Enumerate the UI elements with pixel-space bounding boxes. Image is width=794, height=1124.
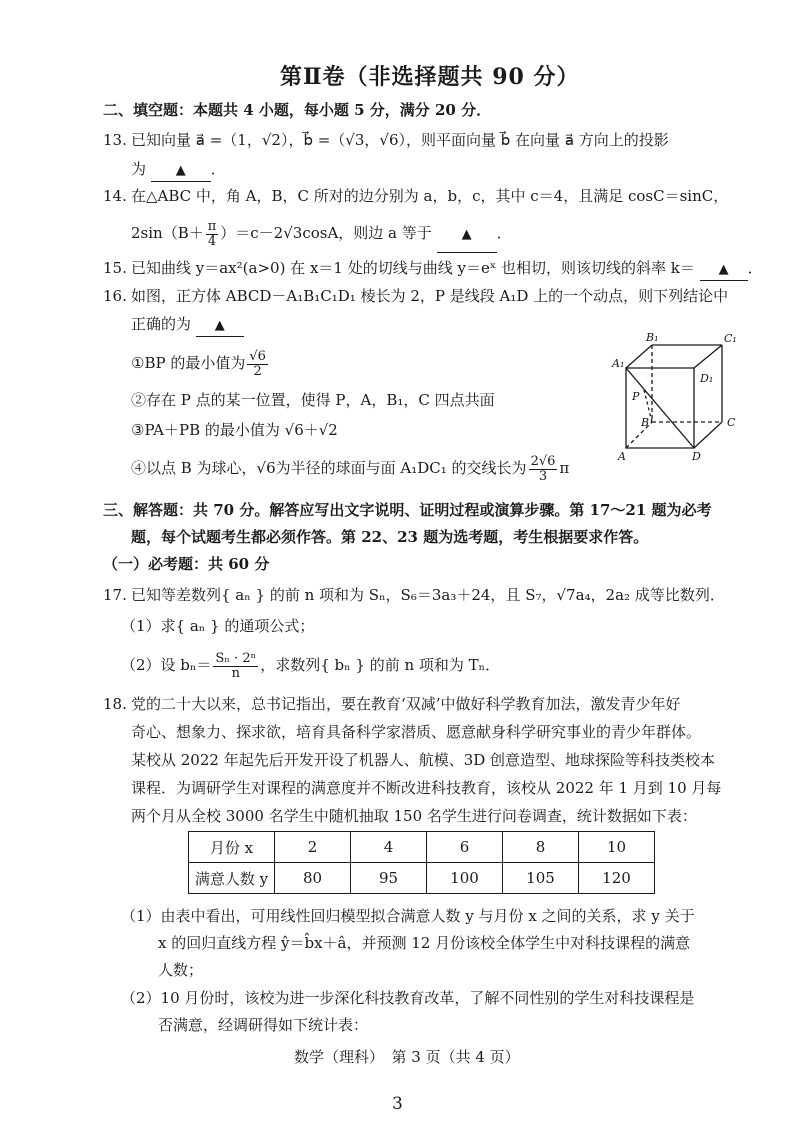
label-c1: C₁	[724, 332, 737, 345]
question-number: 16.	[103, 287, 127, 305]
question-18-line5: 两个月从全校 3000 名学生中随机抽取 150 名学生进行问卷调查，统计数据如下表：	[131, 807, 697, 825]
question-text: 正确的为	[131, 315, 192, 333]
question-15	[103, 258, 763, 281]
fraction-denominator: n	[231, 665, 240, 681]
label-d1: D₁	[700, 372, 714, 385]
fraction-denominator: 3	[538, 468, 548, 484]
option-4	[131, 448, 569, 488]
fraction-numerator: 2√6	[530, 453, 556, 469]
section-heading-fill-in: 二、填空题：本题共 4 小题，每小题 5 分，满分 20 分．	[103, 101, 492, 119]
label-a1: A₁	[612, 357, 625, 370]
question-number: 13.	[103, 131, 127, 149]
option-text: ④以点 B 为球心，√6为半径的球面与面 A₁DC₁ 的交线长为	[131, 459, 527, 477]
question-18-line2: 奇心、想象力、探求欲，培育具备科学家潜质、愿意献身科学研究事业的青少年群体。	[131, 723, 702, 741]
option-2: ②存在 P 点的某一位置，使得 P，A，B₁，C 四点共面	[131, 391, 495, 409]
fraction-denominator: 2	[253, 363, 262, 379]
table-cell: 10	[579, 832, 655, 863]
cube-edge	[626, 345, 652, 368]
table-cell: 80	[275, 863, 351, 894]
question-text: 如图，正方体 ABCD－A₁B₁C₁D₁ 棱长为 2，P 是线段 A₁D 上的一个动点，则下列结论中	[131, 287, 729, 305]
fraction	[206, 220, 219, 249]
question-13-line2	[131, 159, 226, 182]
cube-figure	[608, 330, 748, 462]
table-cell: 105	[503, 863, 579, 894]
question-number: 17.	[103, 586, 127, 604]
fraction-numerator: √6	[249, 348, 266, 364]
option-text: ①BP 的最小值为	[131, 354, 246, 372]
question-18	[103, 694, 681, 714]
label-c: C	[727, 416, 736, 429]
page-footer: 数学（理科） 第 3 页（共 4 页）	[294, 1048, 520, 1066]
question-17-part1: （1）求{ aₙ } 的通项公式；	[121, 617, 315, 635]
fraction	[529, 455, 558, 484]
question-number: 18.	[103, 695, 127, 713]
question-18-part2-line2: 否满意，经调研得如下统计表：	[158, 1016, 369, 1034]
option-text: π	[559, 459, 570, 477]
label-b: B	[641, 416, 650, 429]
label-b1: B₁	[646, 331, 659, 344]
question-16-line2	[131, 314, 244, 337]
question-text: 在△ABC 中，角 A，B，C 所对的边分别为 a，b，c，其中 c＝4，且满足 cosC＝sinC，	[131, 187, 729, 205]
answer-blank[interactable]: ▲	[196, 316, 244, 337]
question-14-line2	[131, 216, 512, 253]
question-text: ．	[210, 160, 226, 178]
fraction-numerator: Sₙ · 2ⁿ	[215, 650, 257, 666]
label-a: A	[618, 450, 626, 462]
question-18-part1-line2: x 的回归直线方程 ŷ＝b̂x＋â，并预测 12 月份该校全体学生中对科技课程的满意	[158, 934, 691, 952]
table-cell: 95	[351, 863, 427, 894]
segment-a1-d	[626, 368, 694, 448]
question-text: 为	[131, 160, 147, 178]
page-title: 第Ⅱ卷（非选择题共 90 分）	[280, 64, 580, 90]
question-number: 15.	[103, 259, 127, 277]
table-cell: 4	[351, 832, 427, 863]
question-text: ，求数列{ bₙ } 的前 n 项和为 Tₙ．	[260, 656, 501, 674]
fraction	[247, 350, 268, 379]
question-text: ．	[496, 224, 512, 242]
question-18-part1: （1）由表中看出，可用线性回归模型拟合满意人数 y 与月份 x 之间的关系，求 y 关于	[121, 907, 695, 925]
cube-edge	[694, 422, 722, 448]
question-number: 14.	[103, 187, 127, 205]
question-text: 已知等差数列{ aₙ } 的前 n 项和为 Sₙ，S₆＝3a₃＋24，且 S₇，√7a₄，2a₂ 成等比数列．	[131, 586, 725, 604]
table-row-header: 满意人数 y	[189, 863, 275, 894]
table-cell: 6	[427, 832, 503, 863]
question-text: 党的二十大以来，总书记指出，要在教育‘双减’中做好科学教育加法，激发青少年好	[131, 695, 681, 713]
label-p: P	[632, 390, 640, 403]
question-17	[103, 585, 725, 605]
question-18-line3: 某校从 2022 年起先后开发开设了机器人、航模、3D 创意造型、地球探险等科技类校本	[131, 751, 716, 769]
question-text: （2）设 bₙ＝	[121, 656, 212, 674]
fraction-denominator: 4	[207, 233, 217, 249]
label-d: D	[692, 450, 701, 462]
question-16	[103, 286, 728, 306]
section-subheading-required: （一）必考题：共 60 分	[103, 555, 270, 573]
answer-blank[interactable]: ▲	[700, 260, 748, 281]
table-row	[189, 863, 655, 894]
answer-blank[interactable]: ▲	[437, 218, 497, 253]
question-18-line4: 课程．为调研学生对课程的满意度并不断改进科技教育，该校从 2022 年 1 月到 10 月每	[131, 779, 722, 797]
table-row	[189, 832, 655, 863]
table-cell: 120	[579, 863, 655, 894]
cube-edge	[694, 345, 722, 368]
question-text: ）＝c－2√3cosA，则边 a 等于	[220, 224, 432, 242]
page-number: 3	[392, 1094, 403, 1114]
section-heading-solve: 三、解答题：共 70 分。解答应写出文字说明、证明过程或演算步骤。第 17～21 题为必考	[103, 501, 712, 519]
question-text: 2sin（B＋	[131, 224, 204, 242]
question-17-part2	[121, 645, 500, 685]
table-cell: 8	[503, 832, 579, 863]
fraction	[213, 652, 258, 681]
section-heading-solve-line2: 题，每个试题考生都必须作答。第 22、23 题为选考题，考生根据要求作答。	[131, 528, 649, 546]
fraction-numerator: π	[207, 218, 217, 234]
table-row-header: 月份 x	[189, 832, 275, 863]
question-text: 已知向量 a⃗ =（1，√2），b⃗ =（√3，√6），则平面向量 b⃗ 在向量 a⃗ 方向上的投影	[131, 131, 669, 149]
question-18-part1-line3: 人数；	[158, 961, 204, 979]
table-cell: 100	[427, 863, 503, 894]
option-1	[131, 345, 270, 381]
question-13	[103, 130, 669, 150]
answer-blank[interactable]: ▲	[151, 161, 211, 182]
question-18-part2: （2）10 月份时，该校为进一步深化科技教育改革，了解不同性别的学生对科技课程是	[121, 989, 695, 1007]
question-text: 已知曲线 y＝ax²(a>0) 在 x＝1 处的切线与曲线 y＝eˣ 也相切，则该切线的斜率 k＝	[131, 259, 695, 277]
question-text: ．	[747, 259, 763, 277]
survey-table	[188, 831, 655, 894]
table-cell: 2	[275, 832, 351, 863]
option-3: ③PA＋PB 的最小值为 √6＋√2	[131, 421, 338, 439]
question-14	[103, 186, 728, 206]
